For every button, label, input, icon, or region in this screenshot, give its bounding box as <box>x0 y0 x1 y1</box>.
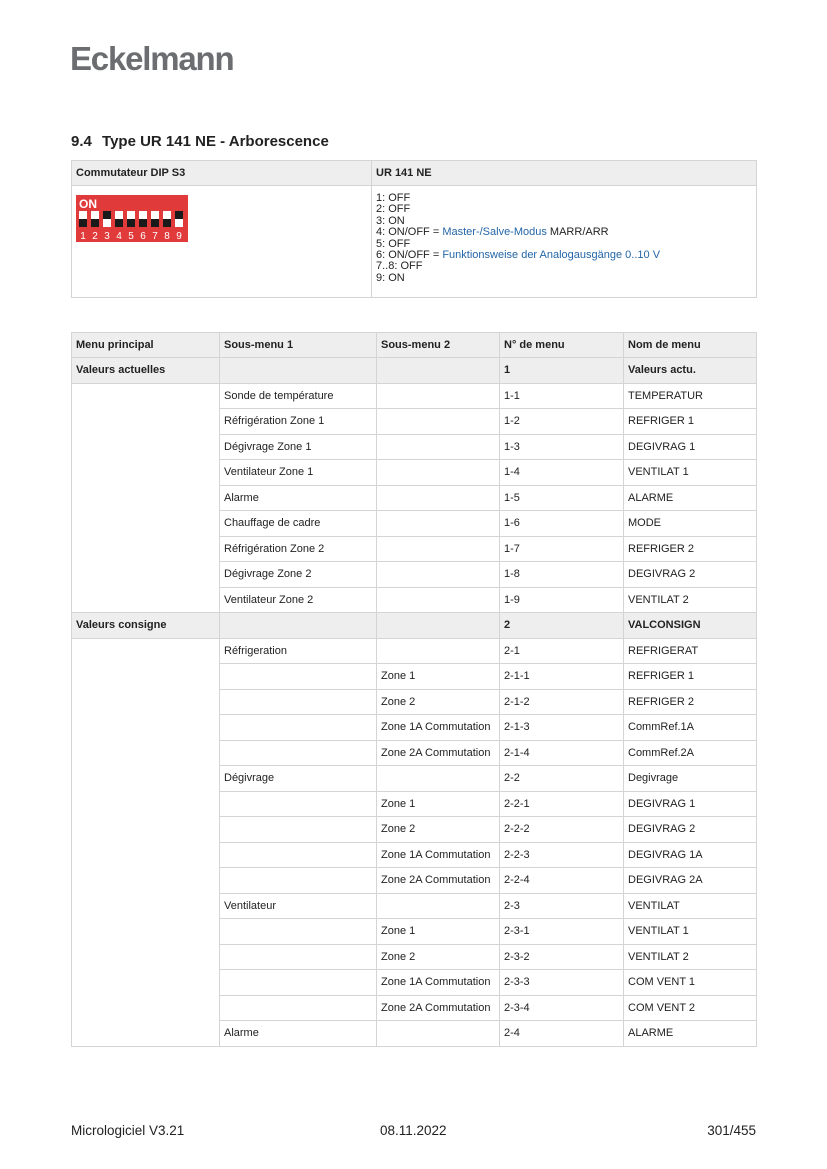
sous-menu-2-cell <box>377 536 500 562</box>
sous-menu-2-cell: Zone 1A Commutation <box>377 842 500 868</box>
dip-switch-knob <box>91 219 99 227</box>
sous-menu-2-cell <box>377 511 500 537</box>
sous-menu-1-cell <box>220 842 377 868</box>
sous-menu-1-cell <box>220 944 377 970</box>
menu-number-cell: 2-1 <box>500 638 624 664</box>
menu-name-cell: REFRIGERAT <box>624 638 757 664</box>
dip-settings-list <box>376 193 752 284</box>
sous-menu-1-cell: Dégivrage <box>220 766 377 792</box>
menu-name-cell: TEMPERATUR <box>624 383 757 409</box>
dip-table-header <box>72 161 757 186</box>
sous-menu-1-cell: Ventilateur <box>220 893 377 919</box>
menu-name-cell: DEGIVRAG 2A <box>624 868 757 894</box>
dip-switch-knob <box>103 211 111 219</box>
menu-number-cell: 1-6 <box>500 511 624 537</box>
dip-setting-line: 1: OFF <box>376 192 411 204</box>
menu-number-cell: 2-3-4 <box>500 995 624 1021</box>
menu-name-cell: DEGIVRAG 2 <box>624 562 757 588</box>
sous-menu-2-cell: Zone 2A Commutation <box>377 740 500 766</box>
dip-table-row <box>72 186 757 298</box>
menu-principal-cell: Valeurs consigne <box>72 613 220 639</box>
sous-menu-2-cell: Zone 2 <box>377 817 500 843</box>
dip-switch-number: 8 <box>164 231 170 242</box>
menu-row <box>72 638 757 664</box>
sous-menu-2-cell <box>377 587 500 613</box>
menu-number-cell: 1-5 <box>500 485 624 511</box>
dip-setting-line: 7..8: OFF <box>376 260 423 273</box>
sous-menu-2-cell <box>377 766 500 792</box>
dip-switch-knob <box>115 219 123 227</box>
dip-switch-cell <box>72 186 372 298</box>
sous-menu-2-cell <box>377 1021 500 1047</box>
dip-setting-line: 5: OFF <box>376 237 411 250</box>
menu-number-cell: 2-4 <box>500 1021 624 1047</box>
menu-name-cell: VENTILAT 1 <box>624 919 757 945</box>
menu-name-cell: COM VENT 2 <box>624 995 757 1021</box>
header-menu-number: N° de menu <box>500 333 624 358</box>
dip-switches <box>79 211 183 242</box>
menu-name-cell: REFRIGER 1 <box>624 664 757 690</box>
menu-number-cell: 2-2-1 <box>500 791 624 817</box>
dip-switch-knob <box>163 219 171 227</box>
sous-menu-1-cell <box>220 689 377 715</box>
dip-on-label: ON <box>79 197 97 211</box>
menu-name-cell: REFRIGER 1 <box>624 409 757 435</box>
footer-page-number: 301/455 <box>707 1123 756 1138</box>
sous-menu-1-cell <box>220 919 377 945</box>
sous-menu-2-cell <box>377 460 500 486</box>
menu-tree-table <box>71 332 757 1047</box>
sous-menu-1-cell <box>220 791 377 817</box>
sous-menu-2-cell: Zone 1 <box>377 919 500 945</box>
menu-number-cell: 1 <box>500 358 624 384</box>
dip-switch-number: 7 <box>152 231 158 242</box>
sous-menu-2-cell <box>377 893 500 919</box>
menu-number-cell: 2-2-2 <box>500 817 624 843</box>
menu-group-row <box>72 613 757 639</box>
menu-name-cell: VENTILAT 2 <box>624 587 757 613</box>
menu-number-cell: 1-8 <box>500 562 624 588</box>
dip-switch-table <box>71 160 757 298</box>
dip-switch-knob <box>151 219 159 227</box>
sous-menu-1-cell <box>220 358 377 384</box>
sous-menu-2-cell: Zone 2 <box>377 944 500 970</box>
dip-switch-knob <box>127 219 135 227</box>
sous-menu-2-cell <box>377 409 500 435</box>
footer-firmware-version: Micrologiciel V3.21 <box>71 1123 185 1138</box>
menu-name-cell: DEGIVRAG 1A <box>624 842 757 868</box>
dip-setting-line: 3: ON <box>376 214 405 227</box>
menu-number-cell: 1-9 <box>500 587 624 613</box>
dip-switch-number: 3 <box>104 231 110 242</box>
sous-menu-1-cell <box>220 868 377 894</box>
dip-switch-number: 1 <box>80 231 86 242</box>
sous-menu-2-cell: Zone 1A Commutation <box>377 715 500 741</box>
sous-menu-1-cell <box>220 740 377 766</box>
sous-menu-1-cell: Dégivrage Zone 1 <box>220 434 377 460</box>
header-sous-menu-2: Sous-menu 2 <box>377 333 500 358</box>
cross-reference-link[interactable]: Funktionsweise der Analogausgänge 0..10 V <box>442 249 661 262</box>
sous-menu-1-cell <box>220 970 377 996</box>
sous-menu-1-cell <box>220 664 377 690</box>
menu-number-cell: 1-1 <box>500 383 624 409</box>
menu-name-cell: Valeurs actu. <box>624 358 757 384</box>
header-menu-name: Nom de menu <box>624 333 757 358</box>
section-heading <box>71 133 329 150</box>
sous-menu-1-cell: Réfrigération Zone 2 <box>220 536 377 562</box>
menu-name-cell: REFRIGER 2 <box>624 689 757 715</box>
menu-number-cell: 2-1-1 <box>500 664 624 690</box>
menu-number-cell: 2-1-2 <box>500 689 624 715</box>
menu-number-cell: 1-4 <box>500 460 624 486</box>
menu-table-body <box>72 358 757 1047</box>
sous-menu-2-cell <box>377 383 500 409</box>
eckelmann-logo: Eckelmann <box>70 40 234 77</box>
menu-name-cell: VALCONSIGN <box>624 613 757 639</box>
sous-menu-1-cell: Chauffage de cadre <box>220 511 377 537</box>
menu-name-cell: REFRIGER 2 <box>624 536 757 562</box>
dip-switch-knob <box>175 211 183 219</box>
sous-menu-1-cell <box>220 715 377 741</box>
dip-switch-number: 4 <box>116 231 122 242</box>
sous-menu-1-cell <box>220 995 377 1021</box>
dip-switch-image <box>76 195 188 242</box>
dip-setting-line: 9: ON <box>376 271 405 284</box>
menu-number-cell: 2-1-3 <box>500 715 624 741</box>
dip-header-switch: Commutateur DIP S3 <box>72 161 372 186</box>
menu-number-cell: 2-2-4 <box>500 868 624 894</box>
sous-menu-2-cell <box>377 358 500 384</box>
dip-switch-knob <box>79 219 87 227</box>
menu-principal-cell <box>72 383 220 613</box>
menu-name-cell: ALARME <box>624 485 757 511</box>
dip-setting-line: 6: ON/OFF = Funktionsweise der Analogausgänge 0..10 V <box>376 249 661 262</box>
menu-number-cell: 1-3 <box>500 434 624 460</box>
section-title: Type UR 141 NE - Arborescence <box>102 133 329 150</box>
section-number: 9.4 <box>71 133 92 150</box>
sous-menu-1-cell: Réfrigeration <box>220 638 377 664</box>
sous-menu-2-cell: Zone 1A Commutation <box>377 970 500 996</box>
dip-setting-line: 2: OFF <box>376 203 411 216</box>
sous-menu-2-cell: Zone 1 <box>377 791 500 817</box>
sous-menu-2-cell <box>377 562 500 588</box>
menu-name-cell: VENTILAT <box>624 893 757 919</box>
sous-menu-1-cell: Ventilateur Zone 2 <box>220 587 377 613</box>
sous-menu-2-cell: Zone 2 <box>377 689 500 715</box>
sous-menu-2-cell <box>377 434 500 460</box>
menu-name-cell: VENTILAT 1 <box>624 460 757 486</box>
footer-date: 08.11.2022 <box>380 1123 447 1138</box>
menu-number-cell: 2-3-2 <box>500 944 624 970</box>
menu-number-cell: 1-7 <box>500 536 624 562</box>
menu-name-cell: DEGIVRAG 1 <box>624 434 757 460</box>
header-sous-menu-1: Sous-menu 1 <box>220 333 377 358</box>
menu-name-cell: CommRef.2A <box>624 740 757 766</box>
sous-menu-2-cell <box>377 613 500 639</box>
sous-menu-2-cell: Zone 2A Commutation <box>377 995 500 1021</box>
menu-number-cell: 2-3-3 <box>500 970 624 996</box>
menu-number-cell: 2-1-4 <box>500 740 624 766</box>
menu-name-cell: MODE <box>624 511 757 537</box>
menu-number-cell: 2-2-3 <box>500 842 624 868</box>
dip-switch-number: 9 <box>176 231 182 242</box>
menu-number-cell: 2 <box>500 613 624 639</box>
menu-number-cell: 1-2 <box>500 409 624 435</box>
menu-row <box>72 383 757 409</box>
sous-menu-1-cell: Réfrigération Zone 1 <box>220 409 377 435</box>
menu-group-row <box>72 358 757 384</box>
sous-menu-1-cell: Alarme <box>220 485 377 511</box>
sous-menu-1-cell: Dégivrage Zone 2 <box>220 562 377 588</box>
menu-name-cell: ALARME <box>624 1021 757 1047</box>
menu-name-cell: Degivrage <box>624 766 757 792</box>
sous-menu-2-cell <box>377 485 500 511</box>
dip-setting-line: 4: ON/OFF = Master-/Salve-Modus MARR/ARR <box>376 226 609 239</box>
menu-principal-cell: Valeurs actuelles <box>72 358 220 384</box>
sous-menu-2-cell: Zone 2A Commutation <box>377 868 500 894</box>
menu-name-cell: CommRef.1A <box>624 715 757 741</box>
menu-name-cell: DEGIVRAG 2 <box>624 817 757 843</box>
sous-menu-1-cell: Sonde de température <box>220 383 377 409</box>
dip-switch-number: 6 <box>140 231 146 242</box>
menu-number-cell: 2-2 <box>500 766 624 792</box>
menu-number-cell: 2-3 <box>500 893 624 919</box>
menu-name-cell: DEGIVRAG 1 <box>624 791 757 817</box>
dip-switch-knob <box>139 219 147 227</box>
dip-settings-cell <box>372 186 757 298</box>
menu-name-cell: VENTILAT 2 <box>624 944 757 970</box>
header-menu-principal: Menu principal <box>72 333 220 358</box>
sous-menu-1-cell: Alarme <box>220 1021 377 1047</box>
dip-switch-number: 5 <box>128 231 134 242</box>
sous-menu-1-cell <box>220 817 377 843</box>
menu-table-header <box>72 333 757 358</box>
menu-name-cell: COM VENT 1 <box>624 970 757 996</box>
sous-menu-2-cell: Zone 1 <box>377 664 500 690</box>
dip-switch-number: 2 <box>92 231 98 242</box>
menu-number-cell: 2-3-1 <box>500 919 624 945</box>
sous-menu-2-cell <box>377 638 500 664</box>
sous-menu-1-cell: Ventilateur Zone 1 <box>220 460 377 486</box>
dip-header-model: UR 141 NE <box>372 161 757 186</box>
cross-reference-link[interactable]: Master-/Salve-Modus <box>442 226 547 239</box>
sous-menu-1-cell <box>220 613 377 639</box>
menu-principal-cell <box>72 638 220 1046</box>
